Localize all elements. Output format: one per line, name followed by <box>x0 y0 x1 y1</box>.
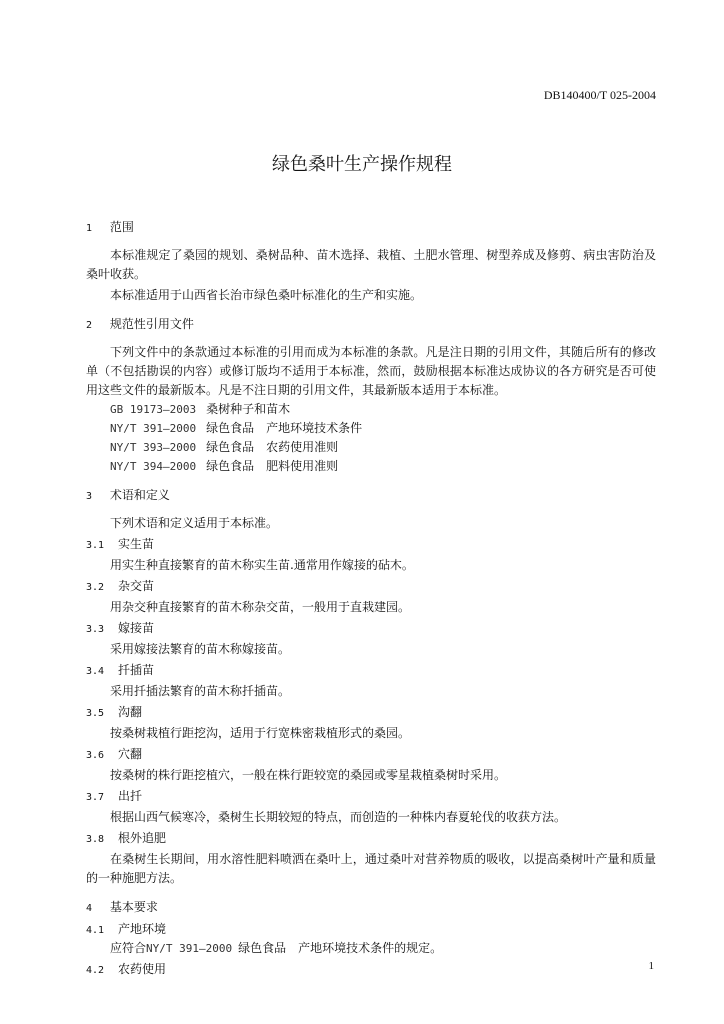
term-definition: 用杂交种直接繁育的苗木称杂交苗，一般用于直栽建园。 <box>110 600 411 614</box>
term-number: 3.8 <box>86 834 105 845</box>
term-heading <box>86 788 656 806</box>
term-number: 3.1 <box>86 540 105 551</box>
reference-title: 桑树种子和苗木 <box>206 402 291 416</box>
section-heading <box>86 898 656 918</box>
reference-subtitle: 产地环境技术条件 <box>266 421 363 435</box>
term-heading <box>86 746 656 764</box>
reference-subtitle: 肥料使用准则 <box>266 459 339 473</box>
section-heading <box>86 218 656 238</box>
clause-title: 产地环境 <box>118 922 167 936</box>
paragraph: 下列术语和定义适用于本标准。 <box>110 516 279 530</box>
term-heading <box>86 536 656 554</box>
term-name: 嫁接苗 <box>118 621 155 635</box>
term-heading <box>86 830 656 848</box>
term-name: 穴翻 <box>118 747 143 761</box>
reference-item <box>86 438 656 457</box>
section-number: 3 <box>86 491 93 502</box>
reference-code: NY/T 394—2000 <box>110 460 197 473</box>
clause-heading <box>86 961 656 979</box>
term-heading <box>86 578 656 596</box>
term-number: 3.4 <box>86 666 105 677</box>
section-title: 规范性引用文件 <box>109 317 194 331</box>
clause-number: 4.2 <box>86 965 105 976</box>
term-heading <box>86 704 656 722</box>
reference-item <box>86 457 656 476</box>
reference-item <box>86 419 656 438</box>
term-name: 杂交苗 <box>118 579 155 593</box>
section-title: 术语和定义 <box>109 488 170 502</box>
document-number: DB140400/T 025-2004 <box>543 88 656 102</box>
paragraph: 下列文件中的条款通过本标准的引用而成为本标准的条款。凡是注日期的引用文件，其随后所有的修改单（不包括勘误的内容）或修订版均不适用于本标准，然而，鼓励根据本标准达成协议的各方研究是否可使用这些文件的最新版本。凡是不注日期的引用文件，其最新版本适用于本标准。 <box>86 345 656 397</box>
section-number: 1 <box>86 223 93 234</box>
page-number: 1 <box>648 960 654 972</box>
term-name: 出扦 <box>118 789 143 803</box>
section-heading <box>86 486 656 506</box>
section-title: 基本要求 <box>109 900 158 914</box>
reference-code: GB 19173—2003 <box>110 403 197 416</box>
term-definition: 在桑树生长期间，用水溶性肥料喷洒在桑叶上，通过桑叶对营养物质的吸收，以提高桑树叶产量和质量的一种施肥方法。 <box>86 852 656 885</box>
clause-number: 4.1 <box>86 925 105 936</box>
reference-code: NY/T 393—2000 <box>110 441 197 454</box>
section-number: 4 <box>86 903 93 914</box>
term-definition: 按桑树的株行距挖植穴，一般在株行距较宽的桑园或零星栽植桑树时采用。 <box>110 768 507 782</box>
term-number: 3.3 <box>86 624 105 635</box>
section-number: 2 <box>86 320 93 331</box>
document-body <box>86 208 656 979</box>
reference-code: NY/T 391—2000 <box>146 942 233 955</box>
term-heading <box>86 662 656 680</box>
reference-item <box>86 400 656 419</box>
term-number: 3.7 <box>86 792 105 803</box>
term-number: 3.6 <box>86 750 105 761</box>
term-number: 3.5 <box>86 708 105 719</box>
clause-heading <box>86 921 656 939</box>
term-heading <box>86 620 656 638</box>
term-definition: 按桑树栽植行距挖沟，适用于行宽株密栽植形式的桑园。 <box>110 726 411 740</box>
term-name: 沟翻 <box>118 705 143 719</box>
reference-title: 绿色食品 <box>206 421 255 435</box>
reference-title: 绿色食品 <box>206 440 255 454</box>
term-name: 扦插苗 <box>118 663 155 677</box>
term-name: 实生苗 <box>118 537 155 551</box>
reference-title: 绿色食品 <box>206 459 255 473</box>
term-definition: 采用扦插法繁育的苗木称扦插苗。 <box>110 684 291 698</box>
term-definition: 根据山西气候寒冷，桑树生长期较短的特点，而创造的一种株内春夏轮伐的收获方法。 <box>110 810 567 824</box>
reference-code: NY/T 391—2000 <box>110 422 197 435</box>
page-title: 绿色桑叶生产操作规程 <box>272 154 452 175</box>
paragraph: 本标准规定了桑园的规划、桑树品种、苗木选择、栽植、土肥水管理、树型养成及修剪、病虫害防治及桑叶收获。 <box>86 248 656 281</box>
term-definition: 用实生种直接繁育的苗木称实生苗.通常用作嫁接的砧木。 <box>110 558 414 572</box>
term-definition: 采用嫁接法繁育的苗木称嫁接苗。 <box>110 642 291 656</box>
clause-title: 农药使用 <box>118 962 167 976</box>
section-title: 范围 <box>109 220 134 234</box>
reference-subtitle: 农药使用准则 <box>266 440 339 454</box>
paragraph: 本标准适用于山西省长治市绿色桑叶标准化的生产和实施。 <box>110 288 423 302</box>
term-name: 根外追肥 <box>118 831 167 845</box>
section-heading <box>86 315 656 335</box>
term-number: 3.2 <box>86 582 105 593</box>
clause-text: 应符合NY/T 391—2000 绿色食品 产地环境技术条件的规定。 <box>110 941 443 955</box>
